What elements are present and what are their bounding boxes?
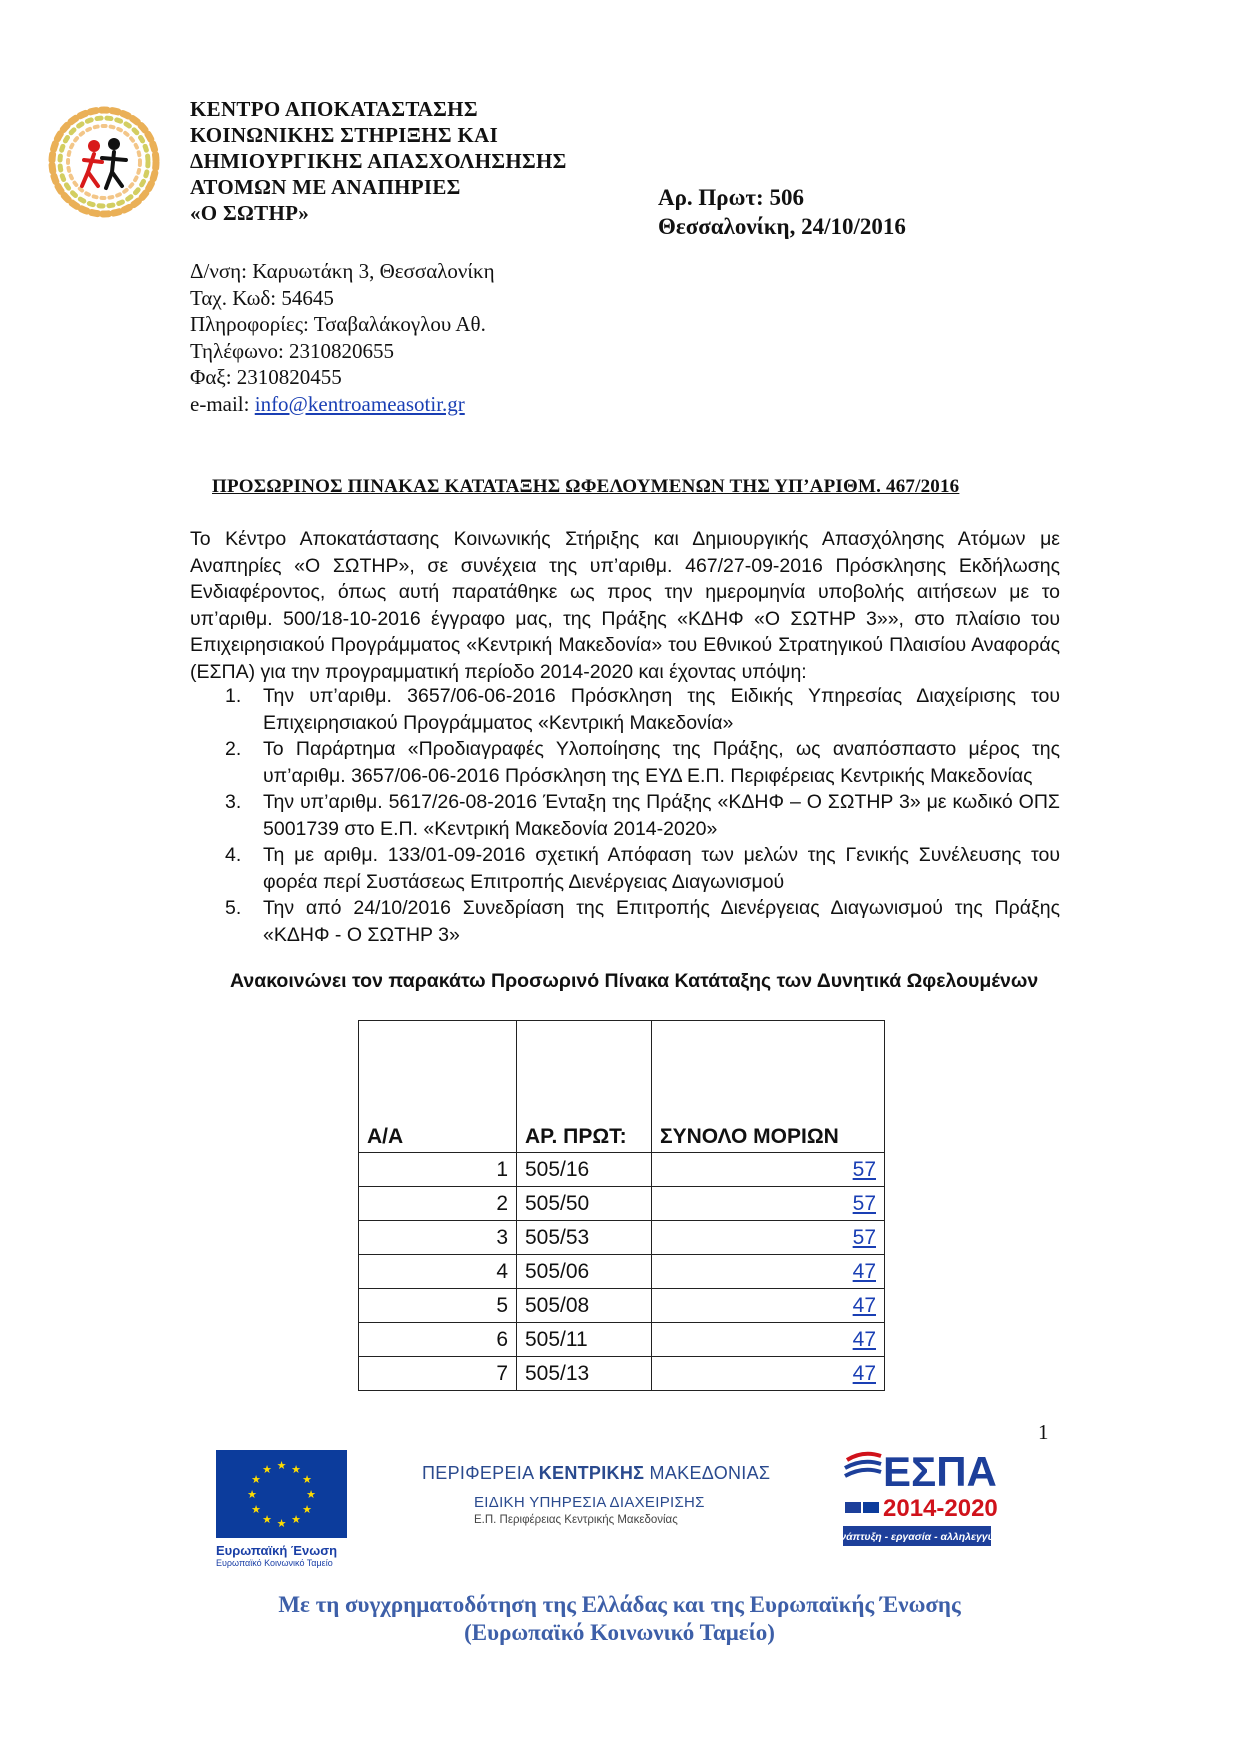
funding-line-1: Με τη συγχρηματοδότηση της Ελλάδας και της Ευρωπαϊκής Ένωσης <box>278 1592 961 1617</box>
points-link[interactable]: 57 <box>852 1225 876 1249</box>
list-number: 5. <box>225 897 242 919</box>
points-link[interactable]: 47 <box>852 1361 876 1385</box>
cell-points <box>652 1323 885 1357</box>
cell-points <box>652 1357 885 1391</box>
list-item <box>190 895 1060 948</box>
column-header-protocol: ΑΡ. ΠΡΩΤ: <box>517 1021 652 1153</box>
region-authority: ΕΙΔΙΚΗ ΥΠΗΡΕΣΙΑ ΔΙΑΧΕΙΡΙΣΗΣ <box>474 1494 705 1511</box>
table-row <box>359 1255 885 1289</box>
cell-aa: 2 <box>359 1187 517 1221</box>
list-item <box>190 842 1060 895</box>
cell-points <box>652 1187 885 1221</box>
cell-aa: 1 <box>359 1153 517 1187</box>
cell-aa: 4 <box>359 1255 517 1289</box>
protocol-number: Αρ. Πρωτ: 506 <box>658 185 804 210</box>
region-programme: Ε.Π. Περιφέρειας Κεντρικής Μακεδονίας <box>474 1514 678 1526</box>
column-header-points: ΣΥΝΟΛΟ ΜΟΡΙΩΝ <box>652 1021 885 1153</box>
table-header-row <box>359 1021 885 1153</box>
points-link[interactable]: 47 <box>852 1293 876 1317</box>
phone: Τηλέφωνο: 2310820655 <box>190 338 395 363</box>
cell-points <box>652 1221 885 1255</box>
espa-logo <box>833 1446 1001 1554</box>
document-title: ΠΡΟΣΩΡΙΝΟΣ ΠΙΝΑΚΑΣ ΚΑΤΑΤΑΞΗΣ ΩΦΕΛΟΥΜΕΝΩΝ ΤΗΣ ΥΠ’ΑΡΙΘΜ. 467/2016 <box>212 476 960 497</box>
svg-text:★: ★ <box>291 1463 301 1476</box>
column-header-aa: Α/Α <box>359 1021 517 1153</box>
org-line: ΔΗΜΙΟΥΡΓΙΚΗΣ ΑΠΑΣΧΟΛΗΣΗΣΗΣ <box>190 149 567 173</box>
list-number: 3. <box>225 791 242 813</box>
cell-protocol: 505/53 <box>517 1221 652 1255</box>
address: Δ/νση: Καρυωτάκη 3, Θεσσαλονίκη <box>190 259 495 283</box>
region-title-post: ΜΑΚΕΔΟΝΙΑΣ <box>644 1463 771 1483</box>
list-item <box>190 789 1060 842</box>
protocol-block <box>658 183 906 241</box>
cell-protocol: 505/06 <box>517 1255 652 1289</box>
list-text: Τη με αριθμ. 133/01-09-2016 σχετική Απόφαση των μελών της Γενικής Συνέλευσης του φορέα περί Συστάσεως Επιτροπής Διενέργειας Διαγωνισμού <box>263 844 1060 893</box>
cell-points <box>652 1255 885 1289</box>
organization-name <box>190 96 567 226</box>
postcode: Ταχ. Κωδ: 54645 <box>190 285 334 310</box>
considerations-list <box>190 683 1060 948</box>
table-row <box>359 1221 885 1255</box>
cell-aa: 7 <box>359 1357 517 1391</box>
cell-protocol: 505/08 <box>517 1289 652 1323</box>
email-label: e-mail: <box>190 391 255 416</box>
espa-slogan: ανάπτυξη - εργασία - αλληλεγγύη <box>833 1531 1001 1543</box>
svg-text:★: ★ <box>302 1503 312 1516</box>
email-link[interactable]: info@kentroameasotir.gr <box>254 391 465 416</box>
contact-person: Πληροφορίες: Τσαβαλάκογλου Αθ. <box>190 312 486 336</box>
list-text: Την υπ’αριθμ. 5617/26-08-2016 Ένταξη της Πράξης «ΚΔΗΦ – Ο ΣΩΤΗΡ 3» με κωδικό ΟΠΣ 5001739 στο Ε.Π. «Κεντρική Μακεδονία 2014-2020» <box>263 791 1060 840</box>
eu-sublabel: Ευρωπαϊκό Κοινωνικό Ταμείο <box>216 1558 333 1568</box>
cell-protocol: 505/13 <box>517 1357 652 1391</box>
svg-text:★: ★ <box>247 1488 257 1501</box>
svg-text:★: ★ <box>251 1503 261 1516</box>
eu-label: Ευρωπαϊκή Ένωση <box>216 1543 338 1558</box>
email-line <box>190 391 495 418</box>
list-item <box>190 683 1060 736</box>
svg-text:★: ★ <box>306 1488 316 1501</box>
region-title <box>422 1463 770 1484</box>
ranking-table <box>358 1020 885 1391</box>
contact-block <box>190 258 495 417</box>
list-item <box>190 736 1060 789</box>
region-title-bold: ΚΕΝΤΡΙΚΗΣ <box>538 1463 645 1483</box>
place-date: Θεσσαλονίκη, 24/10/2016 <box>658 214 906 239</box>
cell-protocol: 505/11 <box>517 1323 652 1357</box>
svg-text:★: ★ <box>302 1473 312 1486</box>
points-link[interactable]: 47 <box>852 1327 876 1351</box>
svg-text:★: ★ <box>262 1513 272 1526</box>
list-text: Το Παράρτημα «Προδιαγραφές Υλοποίησης της Πράξης, ως αναπόσπαστο μέρος της υπ’αριθμ. 3657/06-06-2016 Πρόσκληση της ΕΥΔ Ε.Π. Περιφέρειας Κεντρικής Μακεδονίας <box>263 738 1060 787</box>
fax: Φαξ: 2310820455 <box>190 365 342 389</box>
list-number: 4. <box>225 844 242 866</box>
svg-text:★: ★ <box>291 1513 301 1526</box>
svg-text:★: ★ <box>251 1473 261 1486</box>
list-number: 2. <box>225 738 242 760</box>
region-title-pre: ΠΕΡΙΦΕΡΕΙΑ <box>422 1463 539 1483</box>
list-number: 1. <box>225 685 242 707</box>
espa-title: ΕΣΠΑ <box>883 1448 997 1495</box>
cell-aa: 5 <box>359 1289 517 1323</box>
table-row <box>359 1357 885 1391</box>
eu-flag-icon <box>216 1450 347 1538</box>
announcement: Ανακοινώνει τον παρακάτω Προσωρινό Πίνακα Κατάταξης των Δυνητικά Ωφελουμένων <box>230 970 1039 992</box>
cell-aa: 3 <box>359 1221 517 1255</box>
points-link[interactable]: 47 <box>852 1259 876 1283</box>
table-row <box>359 1153 885 1187</box>
cell-protocol: 505/16 <box>517 1153 652 1187</box>
organization-logo <box>44 102 164 222</box>
table-row <box>359 1323 885 1357</box>
cell-points <box>652 1153 885 1187</box>
table-row <box>359 1289 885 1323</box>
table-row <box>359 1187 885 1221</box>
org-line: «Ο ΣΩΤΗΡ» <box>190 201 309 225</box>
cell-protocol: 505/50 <box>517 1187 652 1221</box>
funding-line-2: (Ευρωπαϊκό Κοινωνικό Ταμείο) <box>464 1620 775 1645</box>
list-text: Την υπ’αριθμ. 3657/06-06-2016 Πρόσκληση της Ειδικής Υπηρεσίας Διαχείρισης του Επιχειρησιακού Προγράμματος «Κεντρική Μακεδονία» <box>263 685 1060 734</box>
espa-years: 2014-2020 <box>883 1495 998 1522</box>
org-line: ΚΟΙΝΩΝΙΚΗΣ ΣΤΗΡΙΞΗΣ ΚΑΙ <box>190 123 499 147</box>
points-link[interactable]: 57 <box>852 1157 876 1181</box>
svg-text:★: ★ <box>276 1459 287 1472</box>
intro-paragraph: Το Κέντρο Αποκατάστασης Κοινωνικής Στήριξης και Δημιουργικής Απασχόλησης Ατόμων με Αναπηρίες «Ο ΣΩΤΗΡ», σε συνέχεια της υπ’αριθμ. 467/27-09-2016 Πρόσκλησης Εκδήλωσης Ενδιαφέροντος, όπως αυτή παρατάθηκε ως προς την ημερομηνία υποβολής αιτήσεων με το υπ’αριθμ. 500/18-10-2016 έγγραφο μας, της Πράξης «ΚΔΗΦ «Ο ΣΩΤΗΡ 3»», στο πλαίσιο του Επιχειρησιακού Προγράμματος «Κεντρική Μακεδονία» του Εθνικού Στρατηγικού Πλαισίου Αναφοράς (ΕΣΠΑ) για την προγραμματική περίοδο 2014-2020 και έχοντας υπόψη: <box>190 528 1060 683</box>
org-line: ΑΤΟΜΩΝ ΜΕ ΑΝΑΠΗΡΙΕΣ <box>190 175 461 199</box>
svg-text:★: ★ <box>262 1463 272 1476</box>
cell-aa: 6 <box>359 1323 517 1357</box>
cell-points <box>652 1289 885 1323</box>
list-text: Την από 24/10/2016 Συνεδρίαση της Επιτροπής Διενέργειας Διαγωνισμού της Πράξης «ΚΔΗΦ - Ο ΣΩΤΗΡ 3» <box>263 897 1060 946</box>
org-line: ΚΕΝΤΡΟ ΑΠΟΚΑΤΑΣΤΑΣΗΣ <box>190 97 478 121</box>
points-link[interactable]: 57 <box>852 1191 876 1215</box>
page-number: 1 <box>1038 1420 1049 1444</box>
svg-text:★: ★ <box>276 1517 287 1530</box>
